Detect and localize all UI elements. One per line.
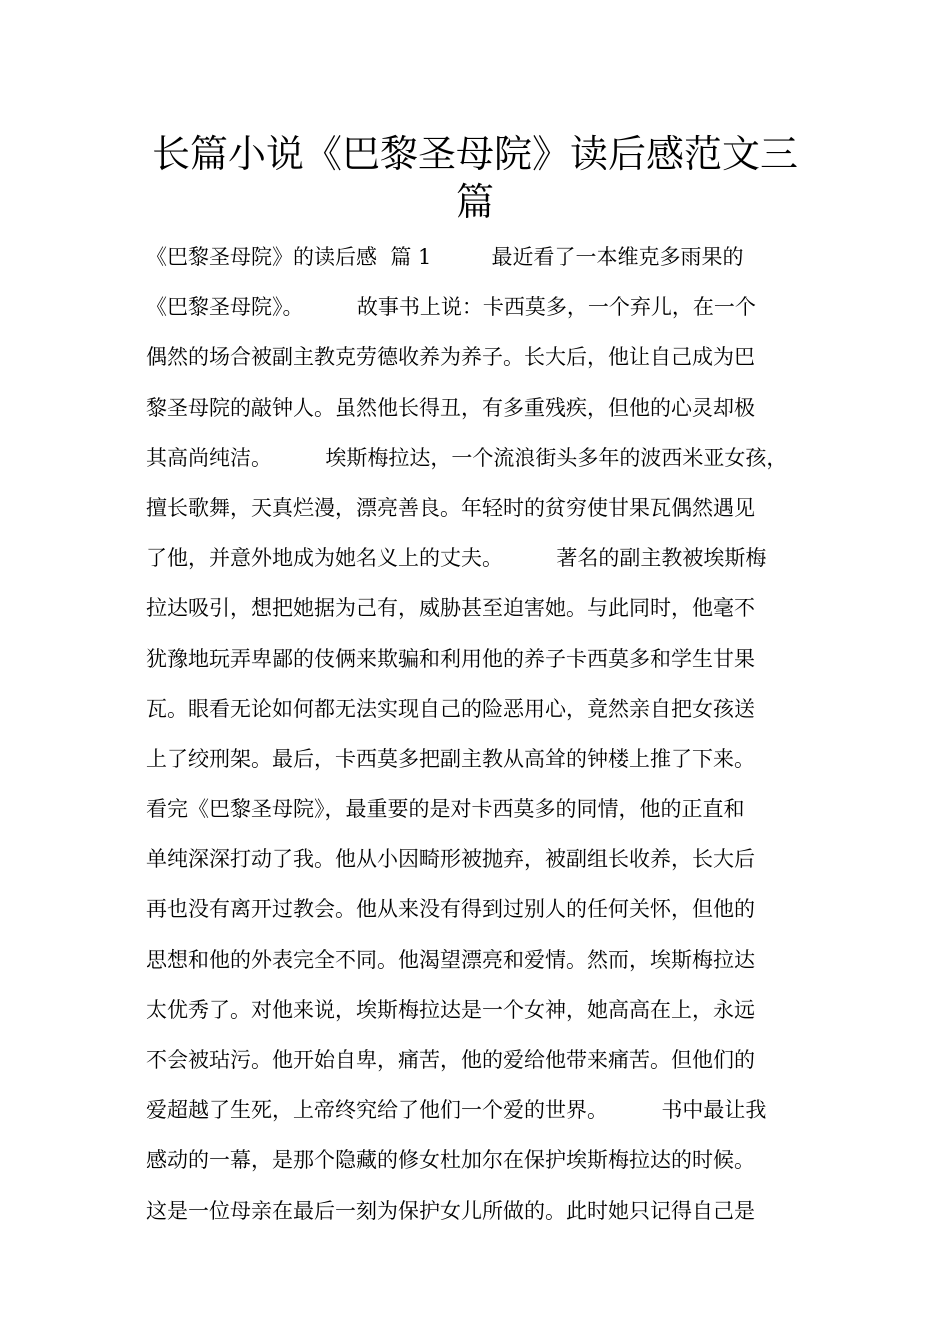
text-line: 黎圣母院的敲钟人。虽然他长得丑，有多重残疾，但他的心灵却极 (146, 395, 755, 420)
text-line: 《巴黎圣母院》的读后感 篇 1 最近看了一本维克多雨果的 (146, 245, 744, 269)
text-line: 再也没有离开过教会。他从来没有得到过别人的任何关怀，但他的 (146, 897, 755, 922)
text-line: 犹豫地玩弄卑鄙的伎俩来欺骗和利用他的养子卡西莫多和学生甘果 (146, 646, 755, 671)
document-title: 长篇小说《巴黎圣母院》读后感范文三篇 (151, 132, 798, 224)
text-line: 了他，并意外地成为她名义上的丈夫。 著名的副主教被埃斯梅 (146, 546, 767, 571)
text-line: 偶然的场合被副主教克劳德收养为养子。长大后，他让自己成为巴 (146, 345, 755, 370)
text-line: 太优秀了。对他来说，埃斯梅拉达是一个女神，她高高在上，永远 (146, 997, 755, 1022)
text-line: 上了绞刑架。最后，卡西莫多把副主教从高耸的钟楼上推了下来。 (146, 746, 755, 771)
text-line: 爱超越了生死，上帝终究给了他们一个爱的世界。 书中最让我 (146, 1098, 767, 1123)
text-line: 看完《巴黎圣母院》，最重要的是对卡西莫多的同情，他的正直和 (146, 797, 745, 822)
text-line: 《巴黎圣母院》。 故事书上说：卡西莫多，一个弃儿，在一个 (146, 295, 756, 320)
text-line: 其高尚纯洁。 埃斯梅拉达，一个流浪街头多年的波西米亚女孩， (146, 445, 788, 470)
text-line: 不会被玷污。他开始自卑，痛苦，他的爱给他带来痛苦。但他们的 (146, 1048, 755, 1072)
text-line: 思想和他的外表完全不同。他渴望漂亮和爱情。然而，埃斯梅拉达 (146, 947, 755, 972)
text-line: 这是一位母亲在最后一刻为保护女儿所做的。此时她只记得自己是 (146, 1198, 755, 1223)
body-text (146, 232, 824, 1236)
text-line: 擅长歌舞，天真烂漫，漂亮善良。年轻时的贫穷使甘果瓦偶然遇见 (146, 495, 755, 520)
text-line: 感动的一幕，是那个隐藏的修女杜加尔在保护埃斯梅拉达的时候。 (146, 1148, 755, 1173)
text-line: 单纯深深打动了我。他从小因畸形被抛弃，被副组长收养，长大后 (146, 847, 755, 872)
text-line: 拉达吸引，想把她据为己有，威胁甚至迫害她。与此同时，他毫不 (146, 596, 755, 621)
text-line: 瓦。眼看无论如何都无法实现自己的险恶用心，竟然亲自把女孩送 (146, 696, 755, 721)
